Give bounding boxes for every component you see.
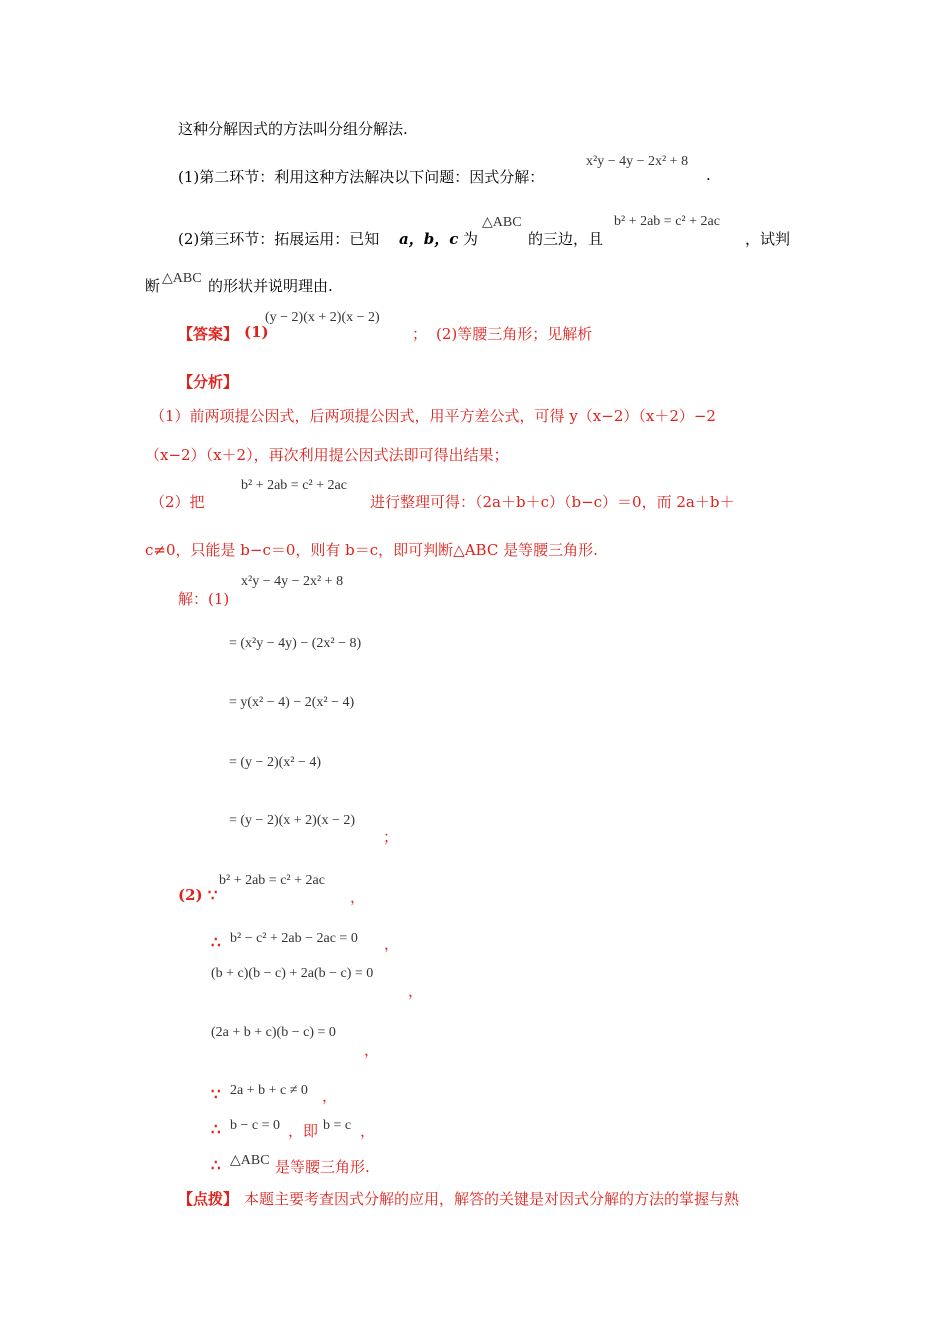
solution-label: 解：(1): [178, 590, 230, 608]
solution-part-2-step-5-mid: ，即: [288, 1122, 319, 1140]
question-2-triangle: △ABC: [482, 215, 522, 230]
solution-step-1: = (x²y − 4y) − (2x² − 8): [229, 636, 362, 651]
question-1-label: (1)第二环节：利用这种方法解决以下问题：因式分解：: [178, 168, 545, 186]
answer-part1: (1): [244, 323, 269, 341]
question-2-end: ，试判: [745, 230, 791, 248]
question-2-condition: b² + 2ab = c² + 2ac: [614, 214, 720, 229]
question-2-line2-end: 的形状并说明理由.: [208, 277, 333, 295]
question-2-wei: 为: [463, 230, 479, 248]
therefore-symbol-2: ∴: [211, 1120, 221, 1138]
solution-step-3: = (y − 2)(x² − 4): [229, 755, 322, 770]
question-2-line2-start: 断: [145, 277, 161, 295]
solution-part-2-label: (2) ∵: [178, 886, 218, 904]
question-2-variables: a，b，c: [399, 230, 459, 248]
solution-part-2-step-1-end: ，: [384, 935, 400, 953]
answer-expression: (y − 2)(x + 2)(x − 2): [265, 310, 380, 325]
analysis-expression: b² + 2ab = c² + 2ac: [241, 478, 347, 493]
question-1-expression: x²y − 4y − 2x² + 8: [586, 154, 689, 169]
solution-step-4: = (y − 2)(x + 2)(x − 2): [229, 813, 356, 828]
solution-part-2-step-4-end: ，: [322, 1087, 338, 1105]
question-2-mid: 的三边，且: [528, 230, 604, 248]
because-symbol: ∵: [211, 1085, 221, 1103]
analysis-line-3-start: （2）把: [150, 493, 205, 511]
solution-part-2-triangle: △ABC: [230, 1153, 270, 1168]
analysis-line-4: c≠0，只能是 b−c＝0，则有 b＝c，即可判断△ABC 是等腰三角形.: [145, 541, 598, 559]
analysis-line-2: （x−2）（x＋2），再次利用提公因式法即可得出结果；: [145, 446, 509, 464]
tip-text: 本题主要考查因式分解的应用，解答的关键是对因式分解的方法的掌握与熟: [244, 1190, 740, 1208]
solution-step-4-end: ；: [383, 828, 399, 846]
solution-part-2-step-5-end: ，: [360, 1122, 376, 1140]
analysis-line-1: （1）前两项提公因式，后两项提公因式，用平方差公式，可得 y（x−2）（x＋2）−2: [150, 407, 716, 425]
answer-part2: (2)等腰三角形；见解析: [436, 325, 593, 343]
solution-part-2-step-3: (2a + b + c)(b − c) = 0: [211, 1025, 336, 1040]
analysis-line-3-end: 进行整理可得：（2a＋b＋c）（b−c）＝0，而 2a＋b＋: [370, 493, 735, 511]
solution-part-2-step-1: b² − c² + 2ab − 2ac = 0: [230, 931, 358, 946]
solution-part-2-given: b² + 2ab = c² + 2ac: [219, 873, 325, 888]
question-1-period: .: [706, 166, 711, 184]
solution-part-2-conclusion: 是等腰三角形.: [275, 1158, 370, 1176]
therefore-symbol-3: ∴: [211, 1156, 221, 1174]
answer-tag: 【答案】: [178, 325, 239, 343]
solution-step-2: = y(x² − 4) − 2(x² − 4): [229, 695, 355, 710]
solution-part-2-given-end: ，: [350, 888, 366, 906]
solution-part-2-step-5b: b = c: [323, 1118, 352, 1133]
intro-text: 这种分解因式的方法叫分组分解法.: [178, 120, 408, 138]
therefore-symbol-1: ∴: [211, 933, 221, 951]
solution-part-2-step-3-end: ，: [364, 1041, 380, 1059]
analysis-tag: 【分析】: [178, 373, 239, 391]
solution-part-2-step-2-end: ，: [408, 982, 424, 1000]
tip-tag: 【点拨】: [178, 1190, 239, 1208]
question-2-label: (2)第三环节：拓展运用：已知: [178, 230, 380, 248]
solution-part-2-step-5a: b − c = 0: [230, 1118, 281, 1133]
solution-part-2-step-2: (b + c)(b − c) + 2a(b − c) = 0: [211, 966, 374, 981]
solution-step-0: x²y − 4y − 2x² + 8: [241, 574, 344, 589]
question-2-triangle-2: △ABC: [162, 271, 202, 286]
solution-part-2-step-4: 2a + b + c ≠ 0: [230, 1083, 308, 1098]
answer-separator: ；: [412, 325, 428, 343]
